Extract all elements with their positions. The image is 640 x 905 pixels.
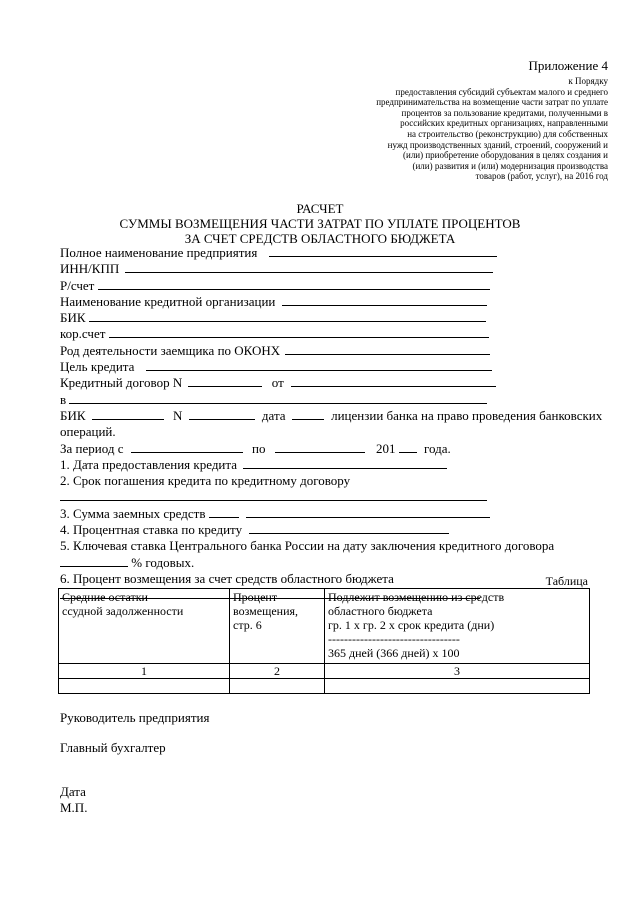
row-in [60, 392, 595, 408]
label-contract: Кредитный договор N [60, 375, 183, 391]
label-item5-suffix: % годовых. [131, 554, 195, 570]
label-item2: 2. Срок погашения кредита по кредитному договору [60, 473, 351, 489]
field-item2[interactable] [60, 489, 487, 501]
header-text: гр. 1 х гр. 2 х срок кредита (дни) [328, 618, 495, 632]
label-item6: 6. Процент возмещения за счет средств областного бюджета [60, 570, 394, 586]
row-credit-org [60, 294, 595, 310]
row-purpose [60, 359, 595, 375]
field-account[interactable] [98, 278, 490, 290]
appendix-line: предоставления субсидий субъектам малого и среднего [395, 86, 608, 97]
table-cell[interactable] [59, 679, 230, 694]
calculation-form [60, 245, 603, 604]
label-period-to: по [251, 440, 266, 456]
document-heading [0, 201, 640, 246]
appendix-line: (или) развития и (или) модернизация производства [412, 160, 608, 171]
appendix-line: к Порядку [568, 76, 608, 86]
label-okonh: Род деятельности заемщика по ОКОНХ [60, 342, 281, 358]
table-number-row [59, 664, 590, 679]
header-text: возмещения, [233, 604, 299, 618]
heading-line-3: ЗА СЧЕТ СРЕДСТВ ОБЛАСТНОГО БЮДЖЕТА [184, 231, 456, 246]
row-inn [60, 261, 595, 277]
label-item1: 1. Дата предоставления кредита [60, 456, 237, 472]
field-license-date[interactable] [292, 408, 324, 420]
appendix-line: предпринимательства на возмещение части затрат по уплате [376, 97, 608, 108]
field-bank-name[interactable] [69, 392, 487, 404]
table-caption: Таблица [545, 574, 588, 588]
appendix-line: нужд производственных зданий, строений, сооружений и [387, 139, 608, 150]
label-item4: 4. Процентная ставка по кредиту [60, 522, 243, 538]
label-license: лицензии банка на право проведения банковских [331, 407, 603, 423]
formula-divider: --------------------------------- [328, 632, 460, 646]
label-bik: БИК [60, 310, 86, 326]
label-credit-org: Наименование кредитной организации [60, 293, 276, 309]
label-contract-from: от [271, 375, 284, 391]
appendix-line: процентов за пользование кредитами, полученными в [401, 107, 608, 118]
signature-head: Руководитель предприятия [60, 710, 210, 725]
header-text: областного бюджета [328, 604, 433, 618]
heading-line-1: РАСЧЕТ [296, 201, 344, 216]
header-text: ссудной задолженности [62, 604, 184, 618]
header-text: 365 дней (366 дней) х 100 [328, 646, 460, 660]
row-period [60, 441, 595, 457]
label-in: в [60, 391, 67, 407]
field-item3[interactable] [246, 506, 490, 518]
heading-line-2: СУММЫ ВОЗМЕЩЕНИЯ ЧАСТИ ЗАТРАТ ПО УПЛАТЕ ПРОЦЕНТОВ [119, 216, 521, 231]
row-item1 [60, 457, 595, 473]
field-credit-org[interactable] [282, 294, 487, 306]
label-year: 201 [375, 440, 396, 456]
appendix-line: российских кредитных организациях, направленными [400, 118, 608, 129]
table-row [59, 679, 590, 694]
field-inn[interactable] [125, 261, 493, 273]
field-item4[interactable] [249, 522, 449, 534]
signature-stamp: М.П. [60, 800, 88, 815]
label-full-name: Полное наименование предприятия [60, 245, 258, 260]
label-item5: 5. Ключевая ставка Центрального банка России на дату заключения кредитного договора [60, 538, 555, 554]
label-corr-account: кор.счет [60, 326, 106, 342]
col-number: 2 [230, 664, 325, 679]
field-contract-number[interactable] [188, 375, 262, 387]
signature-accountant: Главный бухгалтер [60, 740, 166, 755]
header-cell-percent [230, 589, 325, 664]
label-account: Р/счет [60, 277, 95, 293]
table-cell[interactable] [230, 679, 325, 694]
row-operations [60, 424, 595, 440]
col-number: 1 [59, 664, 230, 679]
row-item2-blank [60, 489, 595, 505]
row-bik-license [60, 407, 603, 424]
label-operations: операций. [60, 424, 116, 440]
signature-date: Дата [60, 784, 86, 799]
appendix-title: Приложение 4 [528, 58, 608, 73]
row-corr-account [60, 326, 595, 342]
header-cell-balance [59, 589, 230, 664]
field-bik[interactable] [89, 310, 486, 322]
label-bik2: БИК [60, 407, 86, 423]
appendix-line: (или) приобретение оборудования в целях создания и [403, 150, 608, 161]
field-full-name[interactable] [269, 245, 497, 257]
field-period-to[interactable] [275, 441, 365, 453]
header-text: Подлежит возмещению из средств [328, 590, 505, 604]
table-cell[interactable] [325, 679, 590, 694]
row-item4 [60, 522, 595, 538]
field-purpose[interactable] [146, 359, 492, 371]
table-header-row [59, 589, 590, 664]
header-text: Процент [233, 590, 278, 604]
row-okonh [60, 343, 595, 359]
row-bik [60, 310, 595, 326]
appendix-line: товаров (работ, услуг), на 2016 год [475, 171, 608, 182]
field-item3-short[interactable] [209, 506, 239, 518]
label-item3: 3. Сумма заемных средств [60, 505, 206, 521]
header-text: Средние остатки [62, 590, 148, 604]
field-item5[interactable] [60, 555, 128, 567]
row-item2 [60, 473, 595, 489]
field-year[interactable] [399, 441, 417, 453]
row-full-name [60, 245, 595, 261]
label-inn: ИНН/КПП [60, 261, 120, 277]
label-period-from: За период с [60, 440, 124, 456]
row-item6 [60, 571, 595, 587]
row-account [60, 278, 595, 294]
label-n: N [173, 407, 183, 423]
row-item3 [60, 506, 595, 522]
label-purpose: Цель кредита [60, 359, 135, 375]
field-item1[interactable] [243, 457, 447, 469]
row-item5 [60, 538, 595, 554]
col-number: 3 [325, 664, 590, 679]
appendix-header [308, 58, 608, 182]
calculation-table [58, 588, 590, 694]
field-bik2[interactable] [92, 408, 164, 420]
field-corr-account[interactable] [109, 326, 489, 338]
field-license-number[interactable] [189, 408, 255, 420]
row-contract [60, 375, 595, 391]
field-okonh[interactable] [285, 343, 490, 355]
row-item5-rate [60, 555, 595, 571]
label-date: дата [261, 407, 286, 423]
header-cell-reimbursement [325, 589, 590, 664]
label-year-suffix: года. [423, 440, 451, 456]
appendix-line: на строительство (реконструкцию) для собственных [407, 128, 608, 139]
header-text: стр. 6 [233, 618, 262, 632]
field-period-from[interactable] [131, 441, 243, 453]
field-contract-date[interactable] [291, 375, 496, 387]
